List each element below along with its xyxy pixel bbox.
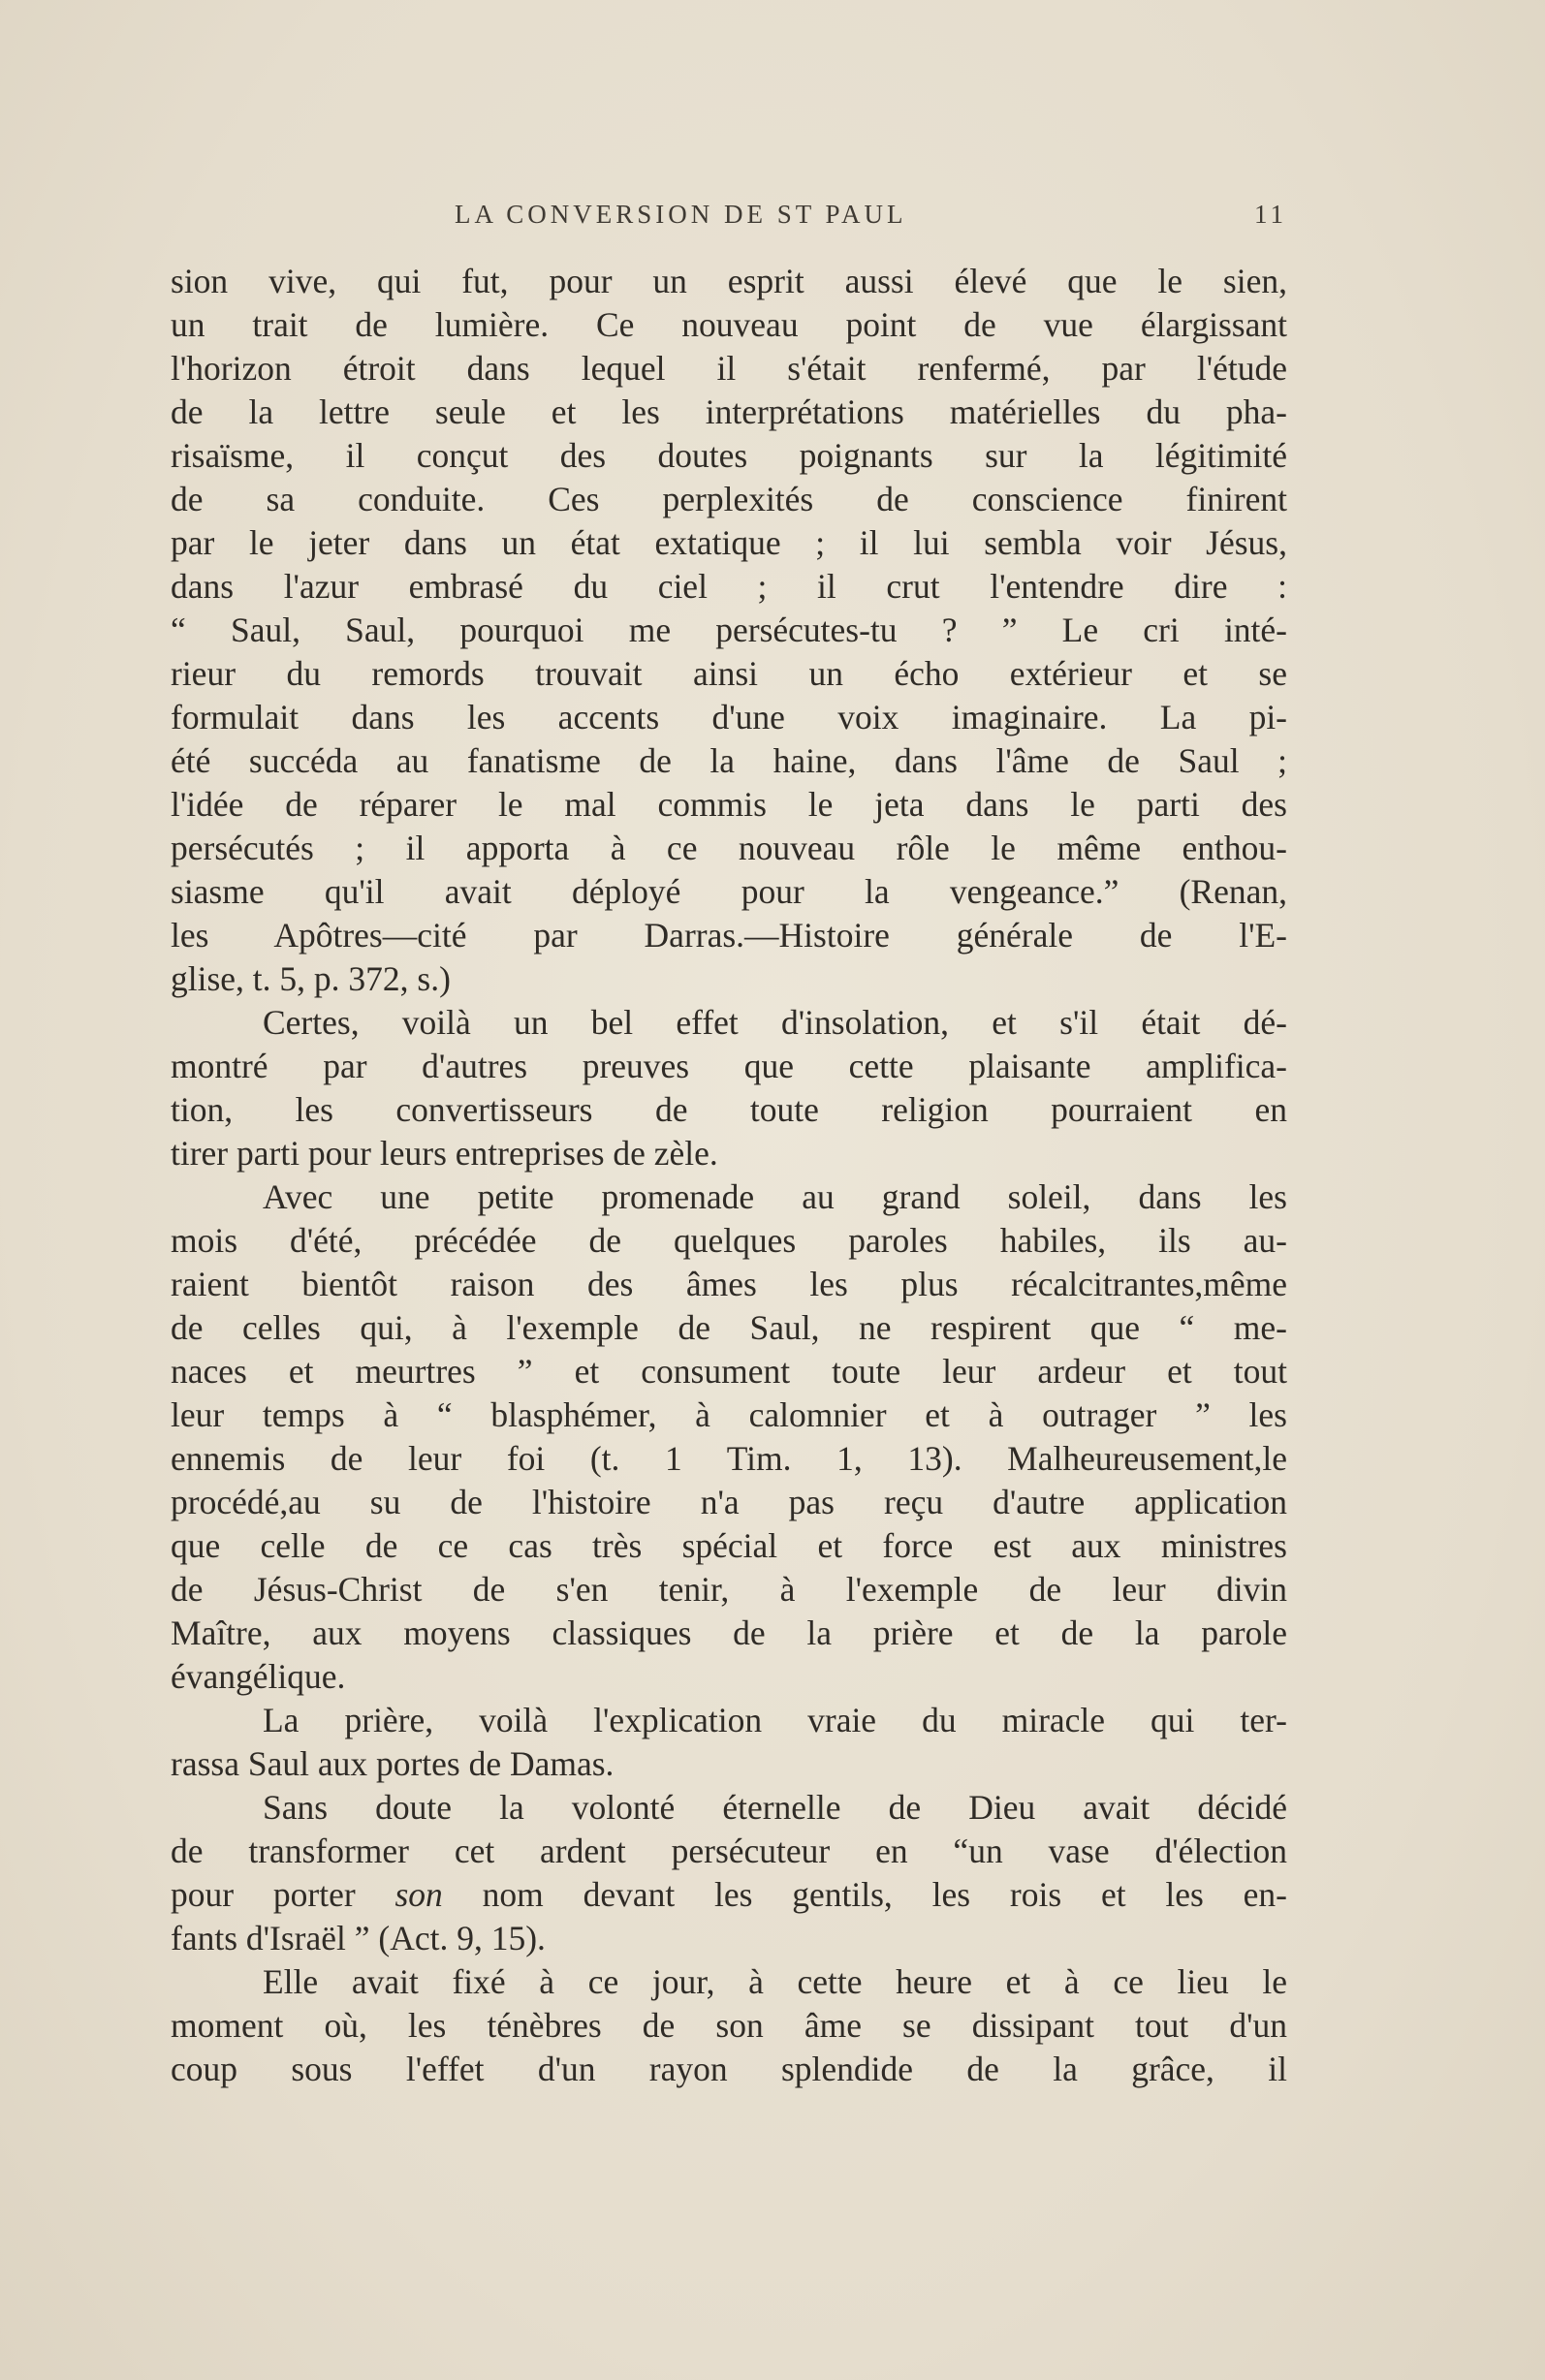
italic-word: son (394, 1875, 443, 1914)
paragraph-volonte (171, 1786, 1287, 1960)
text-line: “ Saul, Saul, pourquoi me persécutes-tu ? ” Le cri inté- (171, 611, 1287, 649)
text-line: leur temps à “ blasphémer, à calomnier et à outrager ” les (171, 1395, 1287, 1434)
text-line: Avec une petite promenade au grand soleil, dans les (263, 1177, 1287, 1216)
text-line: dans l'azur embrasé du ciel ; il crut l'entendre dire : (171, 567, 1287, 606)
text-line: raient bientôt raison des âmes les plus récalcitrantes,même (171, 1265, 1287, 1303)
text-line: moment où, les ténèbres de son âme se dissipant tout d'un (171, 2006, 1287, 2045)
text-fragment: pour porter (171, 1875, 395, 1914)
text-line: de la lettre seule et les interprétations matérielles du pha- (171, 392, 1287, 431)
running-head (171, 200, 1287, 238)
text-line: procédé,au su de l'histoire n'a pas reçu d'autre application (171, 1483, 1287, 1521)
text-line: risaïsme, il conçut des doutes poignants sur la légitimité (171, 436, 1287, 475)
text-line: de Jésus-Christ de s'en tenir, à l'exemple de leur divin (171, 1570, 1287, 1609)
text-line: glise, t. 5, p. 372, s.) (171, 959, 451, 998)
text-line: Maître, aux moyens classiques de la prière et de la parole (171, 1613, 1287, 1652)
text-line: été succéda au fanatisme de la haine, dans l'âme de Saul ; (171, 741, 1287, 780)
page-number: 11 (1254, 200, 1287, 229)
running-title: LA CONVERSION DE ST PAUL (455, 200, 907, 229)
text-fragment: nom devant les gentils, les rois et les en- (442, 1875, 1287, 1914)
text-line: formulait dans les accents d'une voix imaginaire. La pi- (171, 698, 1287, 736)
text-line: siasme qu'il avait déployé pour la vengeance.” (Renan, (171, 872, 1287, 911)
text-line: par le jeter dans un état extatique ; il lui sembla voir Jésus, (171, 523, 1287, 562)
text-line: montré par d'autres preuves que cette plaisante amplifica- (171, 1047, 1287, 1085)
text-line: coup sous l'effet d'un rayon splendide de la grâce, il (171, 2050, 1287, 2088)
paragraph-jour (171, 1960, 1287, 2091)
text-line: de sa conduite. Ces perplexités de conscience finirent (171, 480, 1287, 518)
text-line: de celles qui, à l'exemple de Saul, ne respirent que “ me- (171, 1308, 1287, 1347)
text-line: l'idée de réparer le mal commis le jeta dans le parti des (171, 785, 1287, 824)
text-line: de transformer cet ardent persécuteur en “un vase d'élection (171, 1832, 1287, 1870)
paragraph-promenade (171, 1175, 1287, 1699)
text-line: rieur du remords trouvait ainsi un écho extérieur et se (171, 654, 1287, 693)
text-line: l'horizon étroit dans lequel il s'était renfermé, par l'étude (171, 349, 1287, 388)
paragraph-renan-quote (171, 260, 1287, 1001)
text-line: Elle avait fixé à ce jour, à cette heure et à ce lieu le (263, 1962, 1287, 2001)
paragraph-insolation (171, 1001, 1287, 1175)
text-line: persécutés ; il apporta à ce nouveau rôle le même enthou- (171, 829, 1287, 867)
text-line: naces et meurtres ” et consument toute leur ardeur et tout (171, 1352, 1287, 1391)
text-line: La prière, voilà l'explication vraie du miracle qui ter- (263, 1701, 1287, 1739)
text-line: tion, les convertisseurs de toute religion pourraient en (171, 1090, 1287, 1129)
text-line: Sans doute la volonté éternelle de Dieu avait décidé (263, 1788, 1287, 1827)
text-line: ennemis de leur foi (t. 1 Tim. 1, 13). Malheureusement,le (171, 1439, 1287, 1478)
text-line: rassa Saul aux portes de Damas. (171, 1744, 615, 1783)
text-line: Certes, voilà un bel effet d'insolation, et s'il était dé- (263, 1003, 1287, 1042)
text-line: évangélique. (171, 1657, 346, 1696)
text-line: mois d'été, précédée de quelques paroles habiles, ils au- (171, 1221, 1287, 1260)
text-line: les Apôtres—cité par Darras.—Histoire générale de l'E- (171, 916, 1287, 955)
paragraph-priere (171, 1699, 1287, 1786)
text-line (171, 1873, 1287, 1917)
text-line: fants d'Israël ” (Act. 9, 15). (171, 1919, 546, 1957)
text-line: sion vive, qui fut, pour un esprit aussi élevé que le sien, (171, 262, 1287, 300)
body-text (171, 260, 1287, 2091)
text-line: que celle de ce cas très spécial et force est aux ministres (171, 1526, 1287, 1565)
text-line: un trait de lumière. Ce nouveau point de vue élargissant (171, 305, 1287, 344)
text-line: tirer parti pour leurs entreprises de zèle. (171, 1134, 718, 1173)
